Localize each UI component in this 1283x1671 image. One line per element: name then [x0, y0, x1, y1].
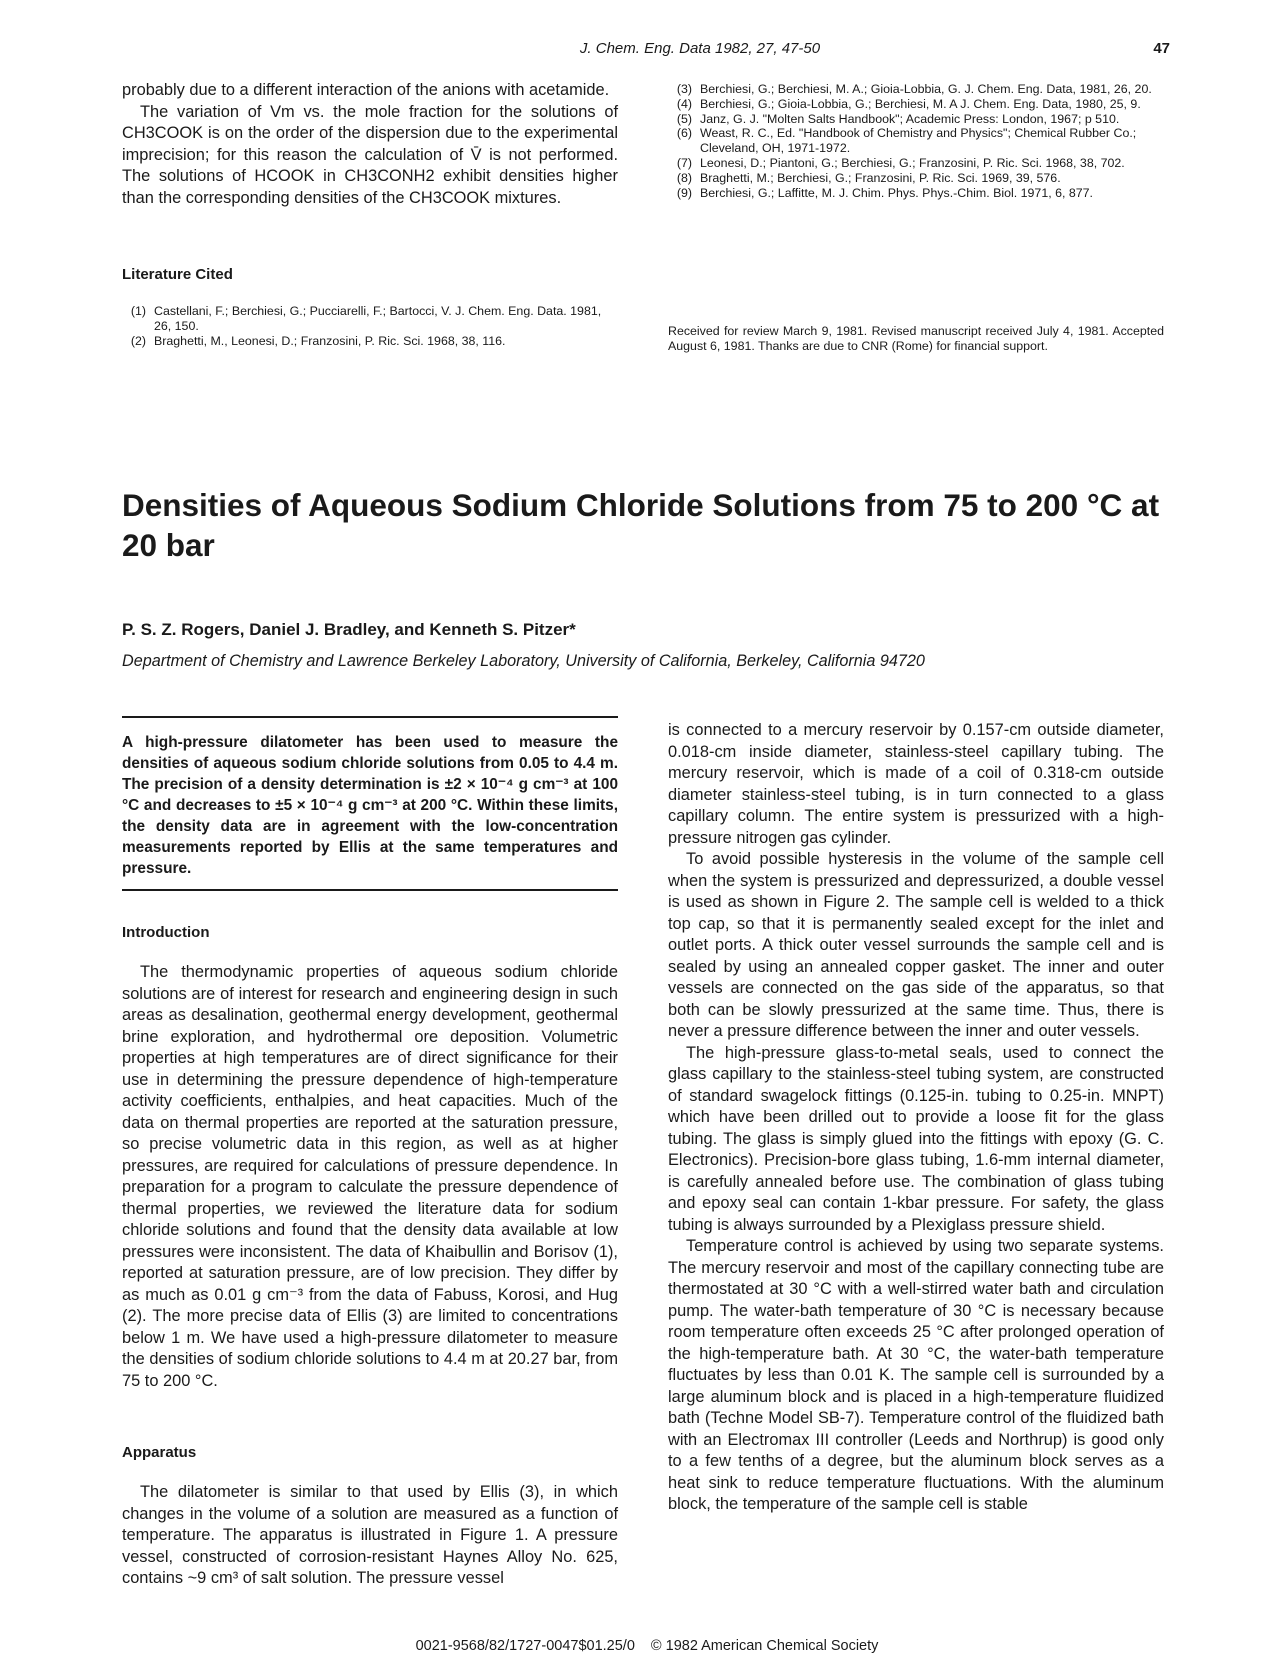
reference-item	[668, 82, 1164, 97]
reference-number: (3)	[676, 82, 692, 96]
reference-item	[668, 186, 1164, 201]
reference-text: Castellani, F.; Berchiesi, G.; Pucciarelli, F.; Bartocci, V. J. Chem. Eng. Data. 1981, 26, 150.	[154, 304, 602, 333]
reference-number: (4)	[676, 96, 692, 111]
apparatus-body	[122, 1482, 618, 1590]
reference-item	[668, 156, 1164, 171]
prev-paragraph: The variation of Vm vs. the mole fraction for the solutions of CH3COOK is on the order of the dispersion due to the experimental imprecision; for this reason the calculation of V̄ is not performed. The solutions of HCOOK in CH3CONH2 exhibit densities higher than the corresponding densities of the CH3COOK mixtures.	[122, 102, 618, 207]
introduction-heading: Introduction	[122, 924, 210, 941]
reference-number: (7)	[676, 155, 692, 170]
article-affiliation: Department of Chemistry and Lawrence Berkeley Laboratory, University of California, Berkeley, California 94720	[122, 652, 925, 670]
right-column-body	[668, 720, 1164, 1516]
reference-list-left	[122, 304, 618, 348]
running-header-journal: J. Chem. Eng. Data 1982, 27, 47-50	[579, 40, 821, 57]
apparatus-paragraph: The dilatometer is similar to that used by Ellis (3), in which changes in the volume of a solution are measured as a function of temperature. The apparatus is illustrated in Figure 1. A pressure vessel, constructed of corrosion-resistant Haynes Alloy No. 625, contains ~9 cm³ of salt solution. The pressure vessel	[122, 1483, 618, 1587]
footer-copyright: © 1982 American Chemical Society	[650, 1638, 879, 1654]
body-paragraph: The high-pressure glass-to-metal seals, used to connect the glass capillary to the stainless-steel tubing system, are constructed of standard swagelock fittings (0.125-in. tubing to 0.25-in. MNPT) which have been drilled out to provide a loose fit for the glass tubing. The glass is simply glued into the fittings with epoxy (G. C. Electronics). Precision-bore glass tubing, 1.6-mm internal diameter, is carefully annealed before use. The combination of glass tubing and epoxy seal can contain 1-kbar pressure. For safety, the glass tubing is always surrounded by a Plexiglass pressure shield.	[668, 1043, 1164, 1234]
reference-item	[668, 112, 1164, 127]
reference-item	[668, 171, 1164, 186]
reference-text: Weast, R. C., Ed. "Handbook of Chemistry and Physics"; Chemical Rubber Co.; Cleveland, OH, 1971-1972.	[700, 126, 1137, 156]
received-note: Received for review March 9, 1981. Revised manuscript received July 4, 1981. Accepted August 6, 1981. Thanks are due to CNR (Rome) for financial support.	[668, 324, 1164, 353]
reference-number: (2)	[130, 333, 146, 348]
introduction-paragraph: The thermodynamic properties of aqueous sodium chloride solutions are of interest for research and engineering design in such areas as desalination, geothermal energy development, geothermal brine exploration, and hydrothermal ore deposition. Volumetric properties at high temperatures are of direct significance for their use in determining the pressure dependence of high-temperature activity coefficients, enthalpies, and heat capacities. Much of the data on thermal properties are reported at the saturation pressure, so precise volumetric data in this region, as well as at higher pressures, are required for calculations of pressure dependence. In preparation for a program to calculate the pressure dependence of thermal properties, we reviewed the literature data for sodium chloride solutions and found that the density data available at low pressures were inconsistent. The data of Khaibullin and Borisov (1), reported at saturation pressure, are of low precision. They differ by as much as 0.01 g cm⁻³ from the data of Fabuss, Korosi, and Hug (2). The more precise data of Ellis (3) are limited to concentrations below 1 m. We have used a high-pressure dilatometer to measure the densities of sodium chloride solutions to 4.4 m at 20.27 bar, from 75 to 200 °C.	[122, 963, 618, 1390]
reference-text: Berchiesi, G.; Laffitte, M. J. Chim. Phys. Phys.-Chim. Biol. 1971, 6, 877.	[700, 185, 1093, 200]
reference-item	[122, 304, 618, 334]
reference-number: (8)	[676, 170, 692, 185]
reference-text: Leonesi, D.; Piantoni, G.; Berchiesi, G.; Franzosini, P. Ric. Sci. 1968, 38, 702.	[700, 155, 1125, 170]
abstract-text: A high-pressure dilatometer has been used to measure the densities of aqueous sodium chloride solutions from 0.05 to 4.4 m. The precision of a density determination is ±2 × 10⁻⁴ g cm⁻³ at 100 °C and decreases to ±5 × 10⁻⁴ g cm⁻³ at 200 °C. Within these limits, the density data are in agreement with the low-concentration measurements reported by Ellis at the same temperatures and pressure.	[122, 734, 618, 877]
abstract-box	[122, 716, 618, 891]
reference-item	[122, 334, 618, 349]
reference-number: (9)	[676, 185, 692, 200]
reference-number: (5)	[676, 111, 692, 126]
footer-code: 0021-9568/82/1727-0047$01.25/0	[415, 1638, 635, 1654]
reference-number: (6)	[676, 126, 692, 141]
reference-item	[668, 97, 1164, 112]
body-paragraph: Temperature control is achieved by using two separate systems. The mercury reservoir and most of the capillary connecting tube are thermostated at 30 °C with a well-stirred water bath and circulation pump. The water-bath temperature of 30 °C is necessary because room temperature often exceeds 25 °C after prolonged operation of the high-temperature bath. At 30 °C, the water-bath temperature fluctuates by less than 0.01 K. The sample cell is surrounded by a large aluminum block and is placed in a high-temperature fluidized bath (Techne Model SB-7). Temperature control of the fluidized bath with an Electromax III controller (Leeds and Northrup) is good only to a few tenths of a degree, but the aluminum block serves as a heat sink to reduce temperature fluctuations. With the aluminum block, the temperature of the sample cell is stable	[668, 1237, 1164, 1513]
reference-item	[668, 126, 1164, 156]
article-authors: P. S. Z. Rogers, Daniel J. Bradley, and Kenneth S. Pitzer*	[122, 620, 576, 639]
body-paragraph: To avoid possible hysteresis in the volume of the sample cell when the system is pressurized and depressurized, a double vessel is used as shown in Figure 2. The sample cell is welded to a thick top cap, so that it is permanently sealed except for the inlet and outlet ports. A thick outer vessel surrounds the sample cell and is sealed by using an annealed copper gasket. The inner and outer vessels are connected on the gas side of the apparatus, so that both can be slowly pressurized at the same time. Thus, there is never a pressure difference between the inner and outer vessels.	[668, 850, 1164, 1040]
prev-paragraph: probably due to a different interaction of the anions with acetamide.	[122, 81, 610, 99]
apparatus-heading: Apparatus	[122, 1444, 197, 1461]
reference-text: Braghetti, M., Leonesi, D.; Franzosini, P. Ric. Sci. 1968, 38, 116.	[154, 333, 506, 348]
prev-article-left-text	[122, 80, 618, 209]
reference-list-right	[668, 82, 1164, 200]
reference-text: Berchiesi, G.; Gioia-Lobbia, G.; Berchiesi, M. A J. Chem. Eng. Data, 1980, 25, 9.	[700, 96, 1141, 111]
reference-text: Janz, G. J. "Molten Salts Handbook"; Academic Press: London, 1967; p 510.	[700, 111, 1120, 126]
introduction-body	[122, 962, 618, 1392]
reference-text: Braghetti, M.; Berchiesi, G.; Franzosini, P. Ric. Sci. 1969, 39, 576.	[700, 170, 1061, 185]
reference-number: (1)	[130, 304, 146, 318]
body-paragraph: is connected to a mercury reservoir by 0.157-cm outside diameter, 0.018-cm inside diameter, stainless-steel capillary tubing. The mercury reservoir, which is made of a coil of 0.318-cm outside diameter stainless-steel tubing, is in turn connected to a glass capillary column. The entire system is pressurized with a high-pressure nitrogen gas cylinder.	[668, 721, 1164, 847]
page-footer	[122, 1638, 1172, 1654]
literature-cited-heading: Literature Cited	[122, 266, 233, 283]
page-number: 47	[1153, 40, 1170, 57]
article-title: Densities of Aqueous Sodium Chloride Solutions from 75 to 200 °C at 20 bar	[122, 487, 1160, 563]
reference-text: Berchiesi, G.; Berchiesi, M. A.; Gioia-Lobbia, G. J. Chem. Eng. Data, 1981, 26, 20.	[700, 82, 1152, 96]
